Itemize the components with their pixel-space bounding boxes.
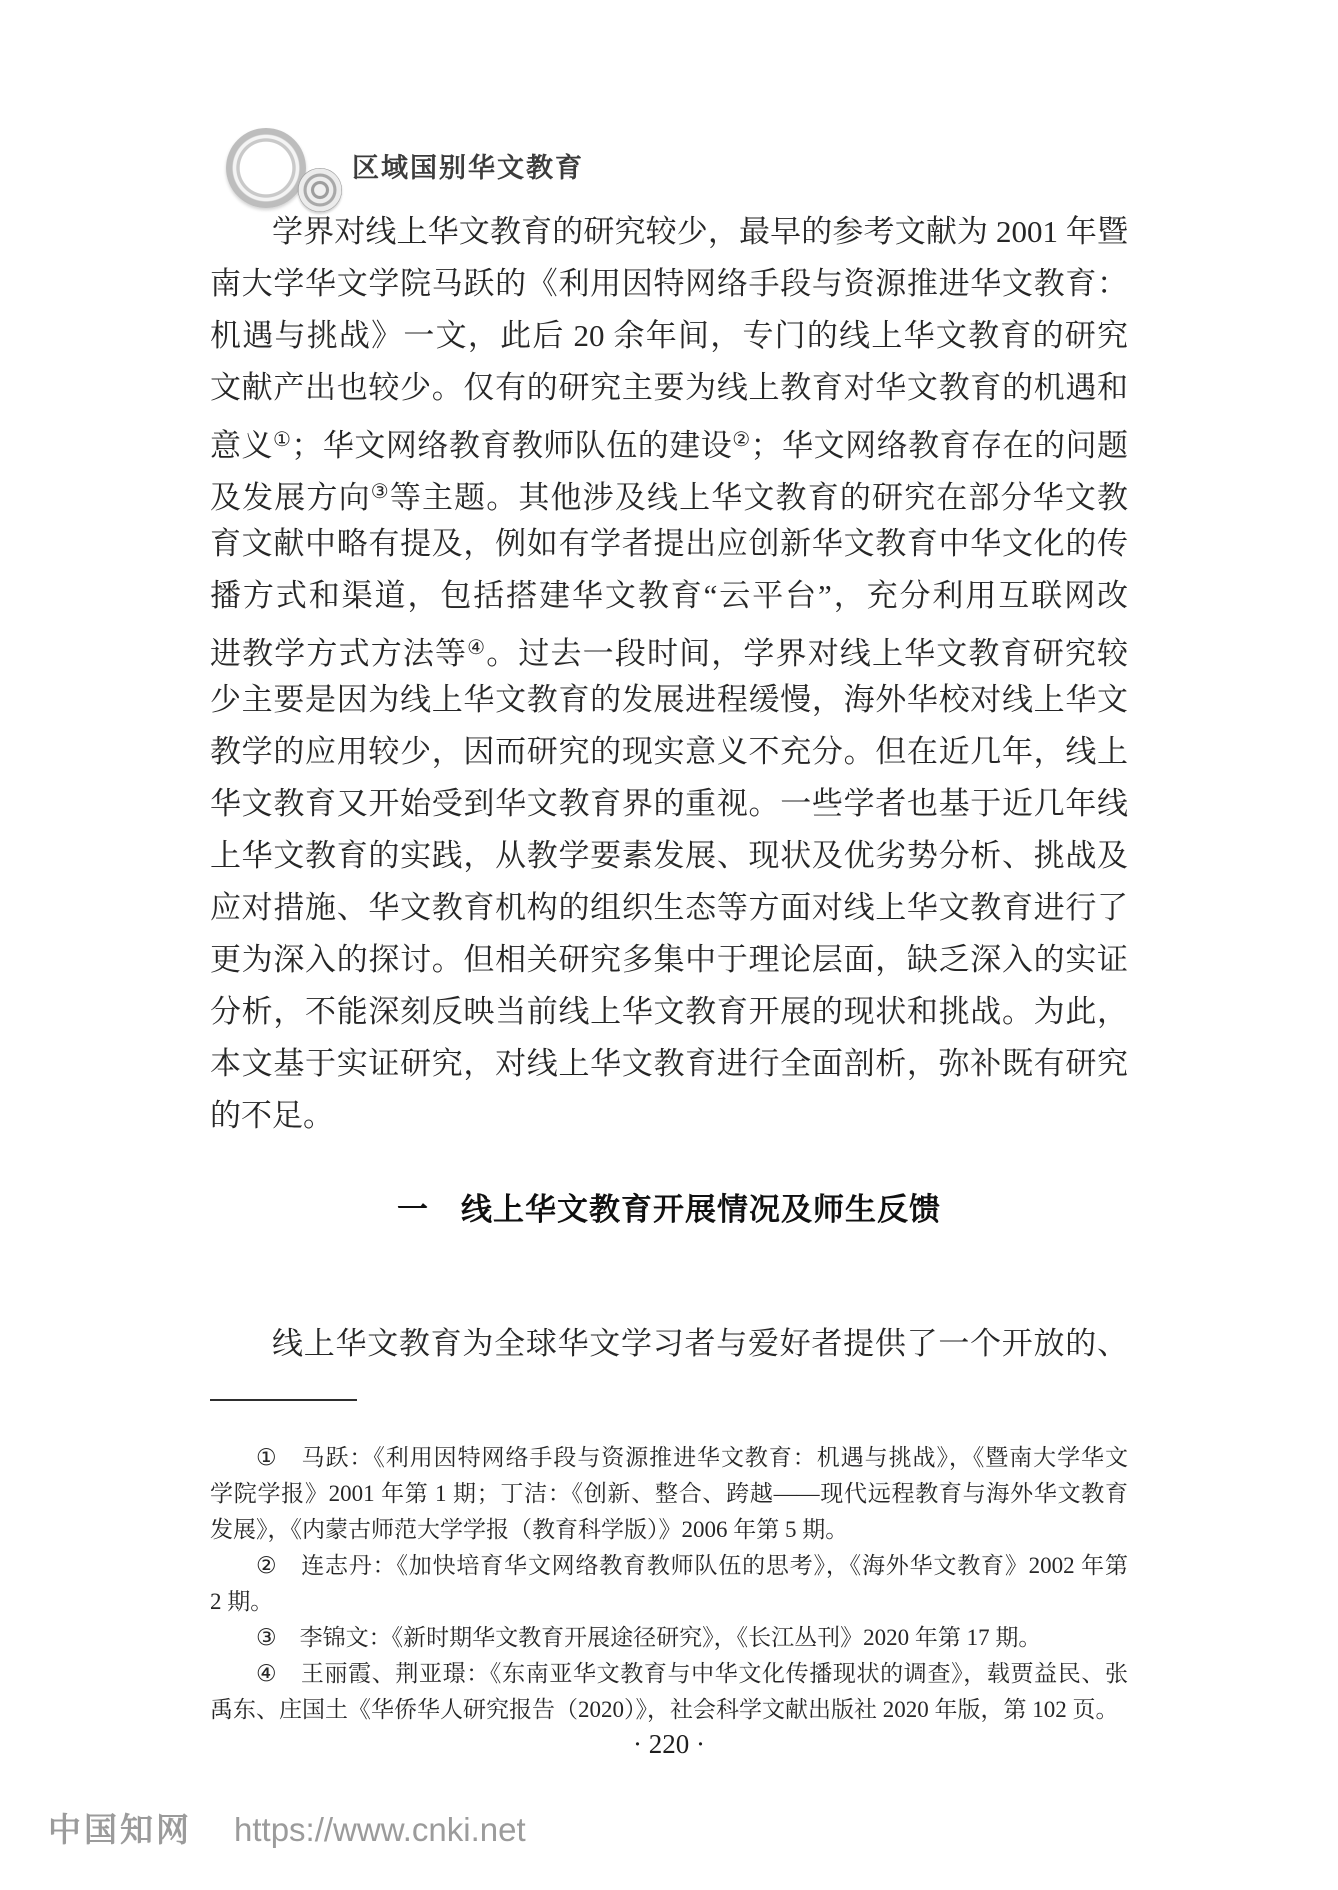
column-title: 区域国别华文教育	[352, 153, 584, 183]
text-line	[210, 1440, 1128, 1476]
text-segment: 线上华文教育为全球华文学习者与爱好者提供了一个开放的、	[272, 1326, 1128, 1361]
text-segment: 分析，不能深刻反映当前线上华文教育开展的现状和挑战。为此，	[210, 994, 1128, 1029]
text-line	[210, 570, 1128, 622]
text-segment: 华文教育又开始受到华文教育界的重视。一些学者也基于近几年线	[210, 786, 1128, 821]
text-segment: 上华文教育的实践，从教学要素发展、现状及优劣势分析、挑战及	[210, 838, 1128, 873]
text-line	[210, 1548, 1128, 1584]
site-name: 中国知网	[48, 1811, 192, 1848]
footnotes-block	[210, 1440, 1128, 1728]
text-segment: ④ 王丽霞、荆亚璟：《东南亚华文教育与中华文化传播现状的调查》，载贾益民、张	[256, 1661, 1128, 1686]
text-line	[210, 830, 1128, 882]
text-line	[210, 778, 1128, 830]
text-line	[210, 882, 1128, 934]
text-line	[210, 986, 1128, 1038]
text-segment: ；华文网络教育存在的问题	[750, 428, 1128, 463]
text-segment: 等主题。其他涉及线上华文教育的研究在部分华文教	[389, 480, 1128, 515]
text-line	[210, 414, 1128, 466]
text-segment: 育文献中略有提及，例如有学者提出应创新华文教育中华文化的传	[210, 526, 1128, 561]
paragraph-section-start	[210, 1318, 1128, 1370]
text-segment: 本文基于实证研究，对线上华文教育进行全面剖析，弥补既有研究	[210, 1046, 1128, 1081]
text-segment: 播方式和渠道，包括搭建华文教育“云平台”，充分利用互联网改	[210, 578, 1128, 613]
text-segment: 的不足。	[210, 1098, 334, 1133]
text-segment: ③ 李锦文：《新时期华文教育开展途径研究》，《长江丛刊》2020 年第 17 期。	[256, 1625, 1042, 1650]
text-line	[210, 310, 1128, 362]
text-line	[210, 466, 1128, 518]
footnote-reference: ③	[370, 481, 390, 503]
text-segment: 进教学方式方法等	[210, 636, 468, 671]
text-line	[210, 1692, 1128, 1728]
site-url-link[interactable]: https://www.cnki.net	[234, 1811, 526, 1848]
text-segment: 更为深入的探讨。但相关研究多集中于理论层面，缺乏深入的实证	[210, 942, 1128, 977]
text-segment: 南大学华文学院马跃的《利用因特网络手段与资源推进华文教育：	[210, 266, 1128, 301]
text-segment: 少主要是因为线上华文教育的发展进程缓慢，海外华校对线上华文	[210, 682, 1128, 717]
text-segment: 2 期。	[210, 1589, 274, 1614]
text-segment: 文献产出也较少。仅有的研究主要为线上教育对华文教育的机遇和	[210, 370, 1128, 405]
text-segment: ① 马跃：《利用因特网络手段与资源推进华文教育：机遇与挑战》，《暨南大学华文	[256, 1445, 1128, 1470]
text-segment: 禹东、庄国土《华侨华人研究报告（2020）》，社会科学文献出版社 2020 年版，第 102 页。	[210, 1697, 1119, 1722]
footnote-reference: ④	[467, 637, 487, 659]
text-segment: 教学的应用较少，因而研究的现实意义不充分。但在近几年，线上	[210, 734, 1128, 769]
text-line	[210, 1090, 1128, 1142]
text-line	[210, 1656, 1128, 1692]
text-line	[210, 1476, 1128, 1512]
text-line	[210, 934, 1128, 986]
text-segment: ② 连志丹：《加快培育华文网络教育教师队伍的思考》，《海外华文教育》2002 年第	[256, 1553, 1128, 1578]
section-heading: 一 线上华文教育开展情况及师生反馈	[397, 1192, 941, 1227]
text-segment: 意义	[210, 428, 273, 463]
footnote-separator	[210, 1399, 357, 1401]
text-line	[210, 258, 1128, 310]
text-line	[210, 674, 1128, 726]
concentric-circles-logo-icon	[226, 124, 350, 216]
text-line	[210, 518, 1128, 570]
text-line	[210, 362, 1128, 414]
text-segment: 学院学报》2001 年第 1 期；丁洁：《创新、整合、跨越——现代远程教育与海外华文教育	[210, 1481, 1128, 1506]
text-segment: 及发展方向	[210, 480, 371, 515]
text-line	[210, 1038, 1128, 1090]
site-footer	[48, 1804, 526, 1851]
text-segment: 发展》，《内蒙古师范大学学报（教育科学版）》2006 年第 5 期。	[210, 1517, 849, 1542]
text-segment: ；华文网络教育教师队伍的建设	[291, 428, 733, 463]
text-segment: 。过去一段时间，学界对线上华文教育研究较	[486, 636, 1128, 671]
text-line	[210, 1318, 1128, 1370]
logo-ring-large	[226, 128, 306, 208]
paragraph-intro	[210, 206, 1128, 1142]
text-segment: 机遇与挑战》一文，此后 20 余年间，专门的线上华文教育的研究	[210, 318, 1128, 353]
text-line	[210, 1512, 1128, 1548]
text-segment: 应对措施、华文教育机构的组织生态等方面对线上华文教育进行了	[210, 890, 1128, 925]
text-segment: 学界对线上华文教育的研究较少，最早的参考文献为 2001 年暨	[272, 214, 1128, 249]
text-line	[210, 622, 1128, 674]
text-line	[210, 1620, 1128, 1656]
text-line	[210, 726, 1128, 778]
footnote-reference: ①	[272, 429, 292, 451]
footnote-reference: ②	[732, 429, 751, 451]
text-line	[210, 206, 1128, 258]
page-number: · 220 ·	[633, 1729, 705, 1759]
text-line	[210, 1584, 1128, 1620]
